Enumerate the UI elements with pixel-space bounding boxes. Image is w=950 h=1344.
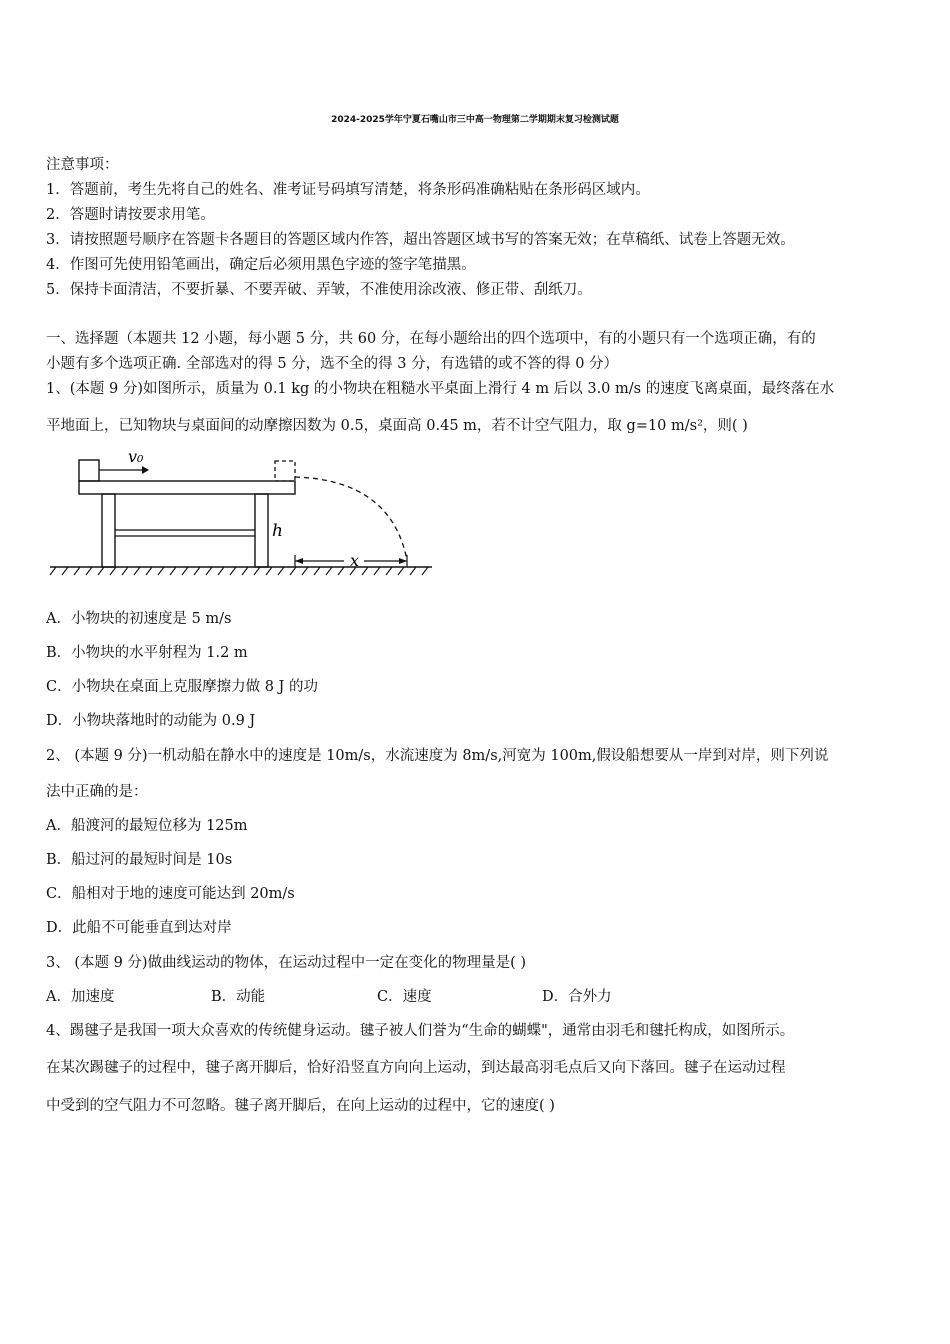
- x-dim-arrow-left: [295, 558, 303, 564]
- question-2-stem: 2、 (本题 9 分)一机动船在静水中的速度是 10m/s，水流速度为 8m/s,河宽为 100m,假设船想要从一岸到对岸，则下列说: [46, 748, 829, 764]
- velocity-arrowhead: [142, 466, 149, 474]
- question-1-stem: 1、(本题 9 分)如图所示，质量为 0.1 kg 的小物块在粗糙水平桌面上滑行 4 m 后以 3.0 m/s 的速度飞离桌面，最终落在水: [46, 381, 835, 397]
- trajectory-curve: [295, 477, 407, 560]
- question-4-stem-cont-2: 中受到的空气阻力不可忽略。毽子离开脚后，在向上运动的过程中，它的速度( ): [46, 1098, 555, 1114]
- block-edge-dashed: [275, 461, 295, 481]
- question-1-option-a: A．小物块的初速度是 5 m/s: [46, 611, 232, 627]
- question-3-option-c: C．速度: [377, 989, 432, 1005]
- x-dim-arrow-right: [399, 558, 407, 564]
- question-2-stem-cont: 法中正确的是：: [46, 784, 148, 800]
- question-2-option-d: D．此船不可能垂直到达对岸: [46, 920, 232, 936]
- h-label: h: [272, 521, 283, 541]
- question-2-option-a: A．船渡河的最短位移为 125m: [46, 818, 248, 834]
- notice-item: 4．作图可先使用铅笔画出，确定后必须用黑色字迹的签字笔描黑。: [46, 257, 476, 273]
- projectile-diagram: [46, 450, 446, 582]
- question-3-option-a: A．加速度: [46, 989, 115, 1005]
- notice-item: 2．答题时请按要求用笔。: [46, 207, 215, 223]
- section-instructions-cont: 小题有多个选项正确. 全部选对的得 5 分，选不全的得 3 分，有选错的或不答的得 0 分）: [46, 356, 619, 372]
- tabletop: [79, 481, 295, 494]
- table-projectile-figure: [46, 450, 446, 582]
- x-label: x: [350, 551, 360, 570]
- ground-hatching: [50, 567, 428, 575]
- question-1-stem-cont: 平地面上，已知物块与桌面间的动摩擦因数为 0.5，桌面高 0.45 m，若不计空气阻力，取 g=10 m/s²，则( ): [46, 418, 748, 434]
- question-1-option-c: C．小物块在桌面上克服摩擦力做 8 J 的功: [46, 679, 318, 695]
- v0-label: v₀: [128, 450, 144, 466]
- question-3-option-d: D．合外力: [542, 989, 612, 1005]
- question-4-stem-cont-1: 在某次踢毽子的过程中，毽子离开脚后，恰好沿竖直方向向上运动，到达最高羽毛点后又向下落回。毽子在运动过程: [46, 1060, 786, 1076]
- question-2-option-c: C．船相对于地的速度可能达到 20m/s: [46, 886, 295, 902]
- question-4-stem: 4、踢毽子是我国一项大众喜欢的传统健身运动。毽子被人们誉为“生命的蝴蝶"，通常由羽毛和毽托构成，如图所示。: [46, 1023, 795, 1039]
- question-3-stem: 3、 (本题 9 分)做曲线运动的物体，在运动过程中一定在变化的物理量是( ): [46, 955, 527, 971]
- notice-item: 5．保持卡面清洁，不要折暴、不要弄破、弄皱，不准使用涂改液、修正带、刮纸刀。: [46, 282, 592, 298]
- notice-heading: 注意事项：: [46, 157, 119, 173]
- question-3-option-b: B．动能: [211, 989, 266, 1005]
- section-instructions: 一、选择题（本题共 12 小题，每小题 5 分，共 60 分，在每小题给出的四个选项中，有的小题只有一个选项正确，有的: [46, 331, 816, 347]
- question-1-option-d: D．小物块落地时的动能为 0.9 J: [46, 713, 256, 729]
- notice-item: 1．答题前，考生先将自己的姓名、准考证号码填写清楚，将条形码准确粘贴在条形码区域内。: [46, 182, 650, 198]
- page-title: 2024-2025学年宁夏石嘴山市三中高一物理第二学期期末复习检测试题: [331, 115, 619, 125]
- table-leg-right: [255, 494, 268, 567]
- notice-item: 3．请按照题号顺序在答题卡各题目的答题区域内作答，超出答题区域书写的答案无效；在草稿纸、试卷上答题无效。: [46, 232, 795, 248]
- question-2-option-b: B．船过河的最短时间是 10s: [46, 852, 233, 868]
- block-start: [79, 460, 99, 481]
- table-leg-left: [102, 494, 115, 567]
- question-1-option-b: B．小物块的水平射程为 1.2 m: [46, 645, 248, 661]
